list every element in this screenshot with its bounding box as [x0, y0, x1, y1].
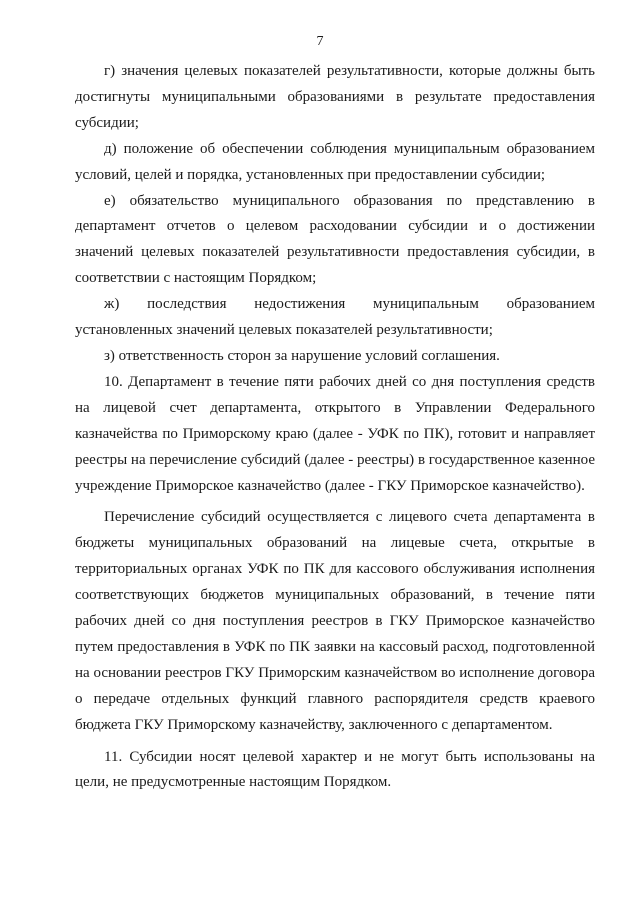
- document-body: [75, 59, 595, 796]
- paragraph-item-d: д) положение об обеспечении соблюдения муниципальным образованием условий, целей и порядка, установленных при предоставлении субсидии;: [75, 140, 595, 183]
- paragraph-transfer-procedure: Перечисление субсидий осуществляется с лицевого счета департамента в бюджеты муниципальных образований на лицевые счета, открытые в территориальных органах УФК по ПК для кассового обслуживания исполнения соответствующих бюджетов муниципальных образований, в течение пяти рабочих дней со дня поступления реестров в ГКУ Приморское казначейство путем предоставления в УФК по ПК заявки на кассовый расход, подготовленной на основании реестров ГКУ Приморским казначейством во исполнение договора о передаче отдельных функций главного распорядителя средств краевого бюджета ГКУ Приморскому казначейству, заключенного с департаментом.: [75, 509, 595, 733]
- paragraph-clause-10: 10. Департамент в течение пяти рабочих дней со дня поступления средств на лицевой счет департамента, открытого в Управлении Федерального казначейства по Приморскому краю (далее - УФК по ПК), готовит и направляет реестры на перечисление субсидий (далее - реестры) в государственное казенное учреждение Приморское казначейство (далее - ГКУ Приморское казначейство).: [75, 373, 595, 494]
- paragraph-item-e: е) обязательство муниципального образования по представлению в департамент отчетов о целевом расходовании субсидии и о достижении значений целевых показателей результативности предоставления субсидии, в соответствии с настоящим Порядком;: [75, 192, 595, 287]
- paragraph-clause-11: 11. Субсидии носят целевой характер и не могут быть использованы на цели, не предусмотренные настоящим Порядком.: [75, 748, 595, 791]
- paragraph-item-z: з) ответственность сторон за нарушение условий соглашения.: [104, 347, 500, 364]
- paragraph-item-g: г) значения целевых показателей результативности, которые должны быть достигнуты муниципальными образованиями в результате предоставления субсидии;: [75, 63, 595, 131]
- page-number: 7: [316, 34, 324, 49]
- paragraph-item-zh: ж) последствия недостижения муниципальным образованием установленных значений целевых показателей результативности;: [75, 296, 595, 339]
